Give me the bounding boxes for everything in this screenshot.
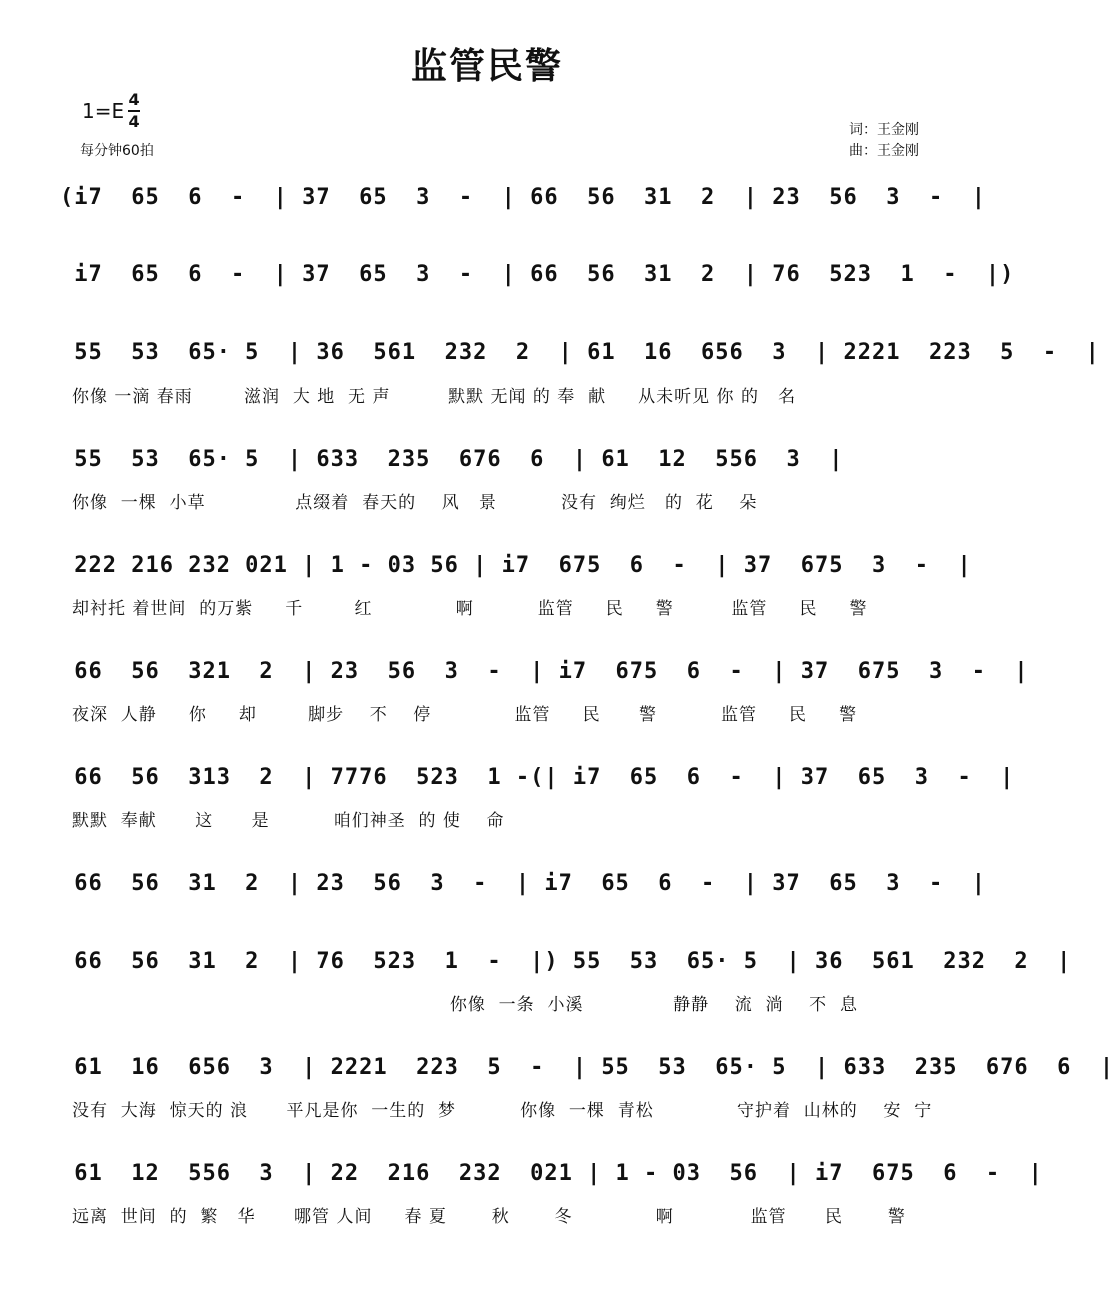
score-line-1 bbox=[60, 185, 986, 215]
credits bbox=[849, 120, 919, 162]
score-line-3 bbox=[60, 340, 1100, 370]
song-title: 监管民警 bbox=[410, 46, 563, 87]
composer: 曲：王金刚 bbox=[849, 143, 919, 159]
lyric-line: 你像 一棵 小草 点缀着 春天的 风 景 没有 绚烂 的 花 朵 bbox=[72, 493, 758, 513]
score-line-6 bbox=[60, 659, 1029, 689]
lyric-line: 夜深 人静 你 却 脚步 不 停 监管 民 警 监管 民 警 bbox=[72, 705, 858, 725]
notation-line: 66 56 313 2 | 7776 523 1 -(| i7 65 6 - | 37 65 3 - | bbox=[60, 765, 1015, 790]
lyric-line: 默默 奉献 这 是 咱们神圣 的 使 命 bbox=[72, 811, 505, 831]
notation-line: i7 65 6 - | 37 65 3 - | 66 56 31 2 | 76 523 1 - |) bbox=[60, 262, 1015, 287]
key-signature bbox=[82, 92, 140, 130]
lyric-line: 却衬托 着世间 的万紫 千 红 啊 监管 民 警 监管 民 警 bbox=[72, 599, 868, 619]
tempo-marking: 每分钟60拍 bbox=[80, 143, 154, 159]
score-line-11 bbox=[60, 1161, 1043, 1191]
score-line-5 bbox=[60, 553, 972, 583]
score-line-4 bbox=[60, 447, 940, 477]
notation-line: 222 216 232 021 | 1 - 03 56 | i7 675 6 - | 37 675 3 - | bbox=[60, 553, 972, 578]
score-line-2 bbox=[60, 262, 1015, 292]
notation-line: 66 56 31 2 | 76 523 1 - |) 55 53 65· 5 | 36 561 232 2 | bbox=[60, 949, 1072, 974]
notation-line: 66 56 321 2 | 23 56 3 - | i7 675 6 - | 37 675 3 - | bbox=[60, 659, 1029, 684]
time-signature bbox=[128, 92, 140, 130]
score-line-9 bbox=[60, 949, 1072, 979]
lyric-line: 你像 一滴 春雨 滋润 大 地 无 声 默默 无闻 的 奉 献 从未听见 你 的 名 bbox=[72, 387, 797, 407]
score-line-10 bbox=[60, 1055, 1114, 1085]
notation-line: (i7 65 6 - | 37 65 3 - | 66 56 31 2 | 23 56 3 - | bbox=[60, 185, 986, 210]
lyricist: 词：王金刚 bbox=[849, 122, 919, 138]
key-label: 1=E bbox=[82, 99, 125, 123]
time-signature-top: 4 bbox=[128, 90, 140, 109]
notation-line: 66 56 31 2 | 23 56 3 - | i7 65 6 - | 37 65 3 - | bbox=[60, 871, 986, 896]
time-signature-bottom: 4 bbox=[128, 112, 140, 131]
lyric-line: 你像 一条 小溪 静静 流 淌 不 息 bbox=[72, 995, 858, 1015]
notation-line: 61 12 556 3 | 22 216 232 021 | 1 - 03 56 | i7 675 6 - | bbox=[60, 1161, 1043, 1186]
lyric-line: 没有 大海 惊天的 浪 平凡是你 一生的 梦 你像 一棵 青松 守护着 山林的 安 宁 bbox=[72, 1101, 933, 1121]
notation-line: 61 16 656 3 | 2221 223 5 - | 55 53 65· 5 | 633 235 676 6 | bbox=[60, 1055, 1114, 1080]
score-line-7 bbox=[60, 765, 1015, 795]
score-line-8 bbox=[60, 871, 986, 901]
notation-line: 55 53 65· 5 | 36 561 232 2 | 61 16 656 3 | 2221 223 5 - | bbox=[60, 340, 1100, 365]
notation-line: 55 53 65· 5 | 633 235 676 6 | 61 12 556 3 | bbox=[60, 447, 844, 472]
lyric-line: 远离 世间 的 繁 华 哪管 人间 春 夏 秋 冬 啊 监管 民 警 bbox=[72, 1207, 906, 1227]
